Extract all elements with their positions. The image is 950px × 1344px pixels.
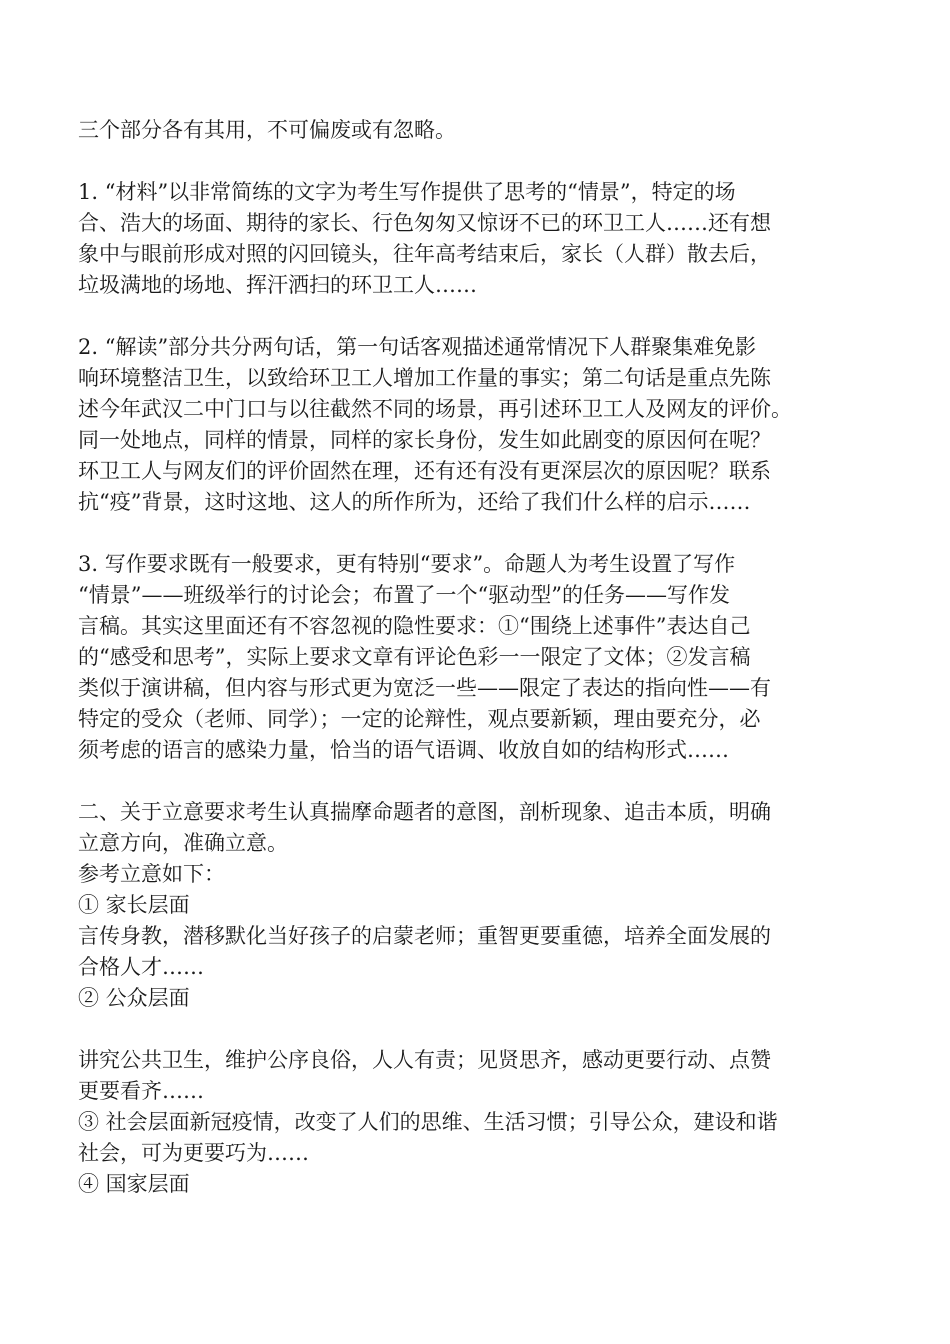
p3-line-3: 言稿。其实这里面还有不容忽视的隐性要求：①“围绕上述事件”表达自己 — [78, 614, 751, 638]
section2-line-2: 立意方向，准确立意。 — [78, 831, 288, 855]
p2-line-4: 同一处地点，同样的情景，同样的家长身份，发生如此剧变的原因何在呢？ — [78, 428, 771, 452]
p1-line-3: 象中与眼前形成对照的闪回镜头，往年高考结束后，家长（人群）散去后， — [78, 242, 771, 266]
section3-line-3: ③ 社会层面新冠疫情，改变了人们的思维、生活习惯；引导公众，建设和谐 — [78, 1110, 778, 1134]
section2-line-3: 参考立意如下： — [78, 862, 225, 886]
p2-line-5: 环卫工人与网友们的评价固然在理，还有还有没有更深层次的原因呢？联系 — [78, 459, 771, 483]
p2-line-2: 响环境整洁卫生，以致给环卫工人增加工作量的事实；第二句话是重点先陈 — [78, 366, 771, 390]
section2-line-7: ② 公众层面 — [78, 986, 190, 1010]
p2-line-3: 述今年武汉二中门口与以往截然不同的场景，再引述环卫工人及网友的评价。 — [78, 397, 792, 421]
p3-line-4: 的“感受和思考”，实际上要求文章有评论色彩一一限定了文体；②发言稿 — [78, 645, 751, 669]
p2-line-6: 抗“疫”背景，这时这地、这人的所作所为，还给了我们什么样的启示…… — [78, 490, 751, 514]
section3-line-5: ④ 国家层面 — [78, 1172, 190, 1196]
p3-line-6: 特定的受众（老师、同学）；一定的论辩性，观点要新颖，理由要充分，必 — [78, 707, 761, 731]
intro-line: 三个部分各有其用，不可偏废或有忽略。 — [78, 118, 456, 142]
section3-line-2: 更要看齐…… — [78, 1079, 204, 1103]
p2-line-1: 2. “解读”部分共分两句话，第一句话客观描述通常情况下人群聚集难免影 — [78, 335, 757, 359]
p3-line-7: 须考虑的语言的感染力量，恰当的语气语调、收放自如的结构形式…… — [78, 738, 729, 762]
p1-line-1: 1. “材料”以非常简练的文字为考生写作提供了思考的“情景”，特定的场 — [78, 180, 736, 204]
p1-line-2: 合、浩大的场面、期待的家长、行色匆匆又惊讶不已的环卫工人……还有想 — [78, 211, 771, 235]
p3-line-2: “情景”——班级举行的讨论会；布置了一个“驱动型”的任务——写作发 — [78, 583, 730, 607]
p3-line-5: 类似于演讲稿，但内容与形式更为宽泛一些——限定了表达的指向性——有 — [78, 676, 771, 700]
section2-line-4: ① 家长层面 — [78, 893, 190, 917]
section3-line-4: 社会，可为更要巧为…… — [78, 1141, 309, 1165]
p1-line-4: 垃圾满地的场地、挥汗洒扫的环卫工人…… — [78, 273, 477, 297]
section2-line-5: 言传身教，潜移默化当好孩子的启蒙老师；重智更要重德，培养全面发展的 — [78, 924, 771, 948]
section2-line-1: 二、关于立意要求考生认真揣摩命题者的意图，剖析现象、追击本质，明确 — [78, 800, 771, 824]
section2-line-6: 合格人才…… — [78, 955, 204, 979]
section3-line-1: 讲究公共卫生，维护公序良俗，人人有责；见贤思齐，感动更要行动、点赞 — [78, 1048, 771, 1072]
p3-line-1: 3. 写作要求既有一般要求，更有特别“要求”。命题人为考生设置了写作 — [78, 552, 736, 576]
